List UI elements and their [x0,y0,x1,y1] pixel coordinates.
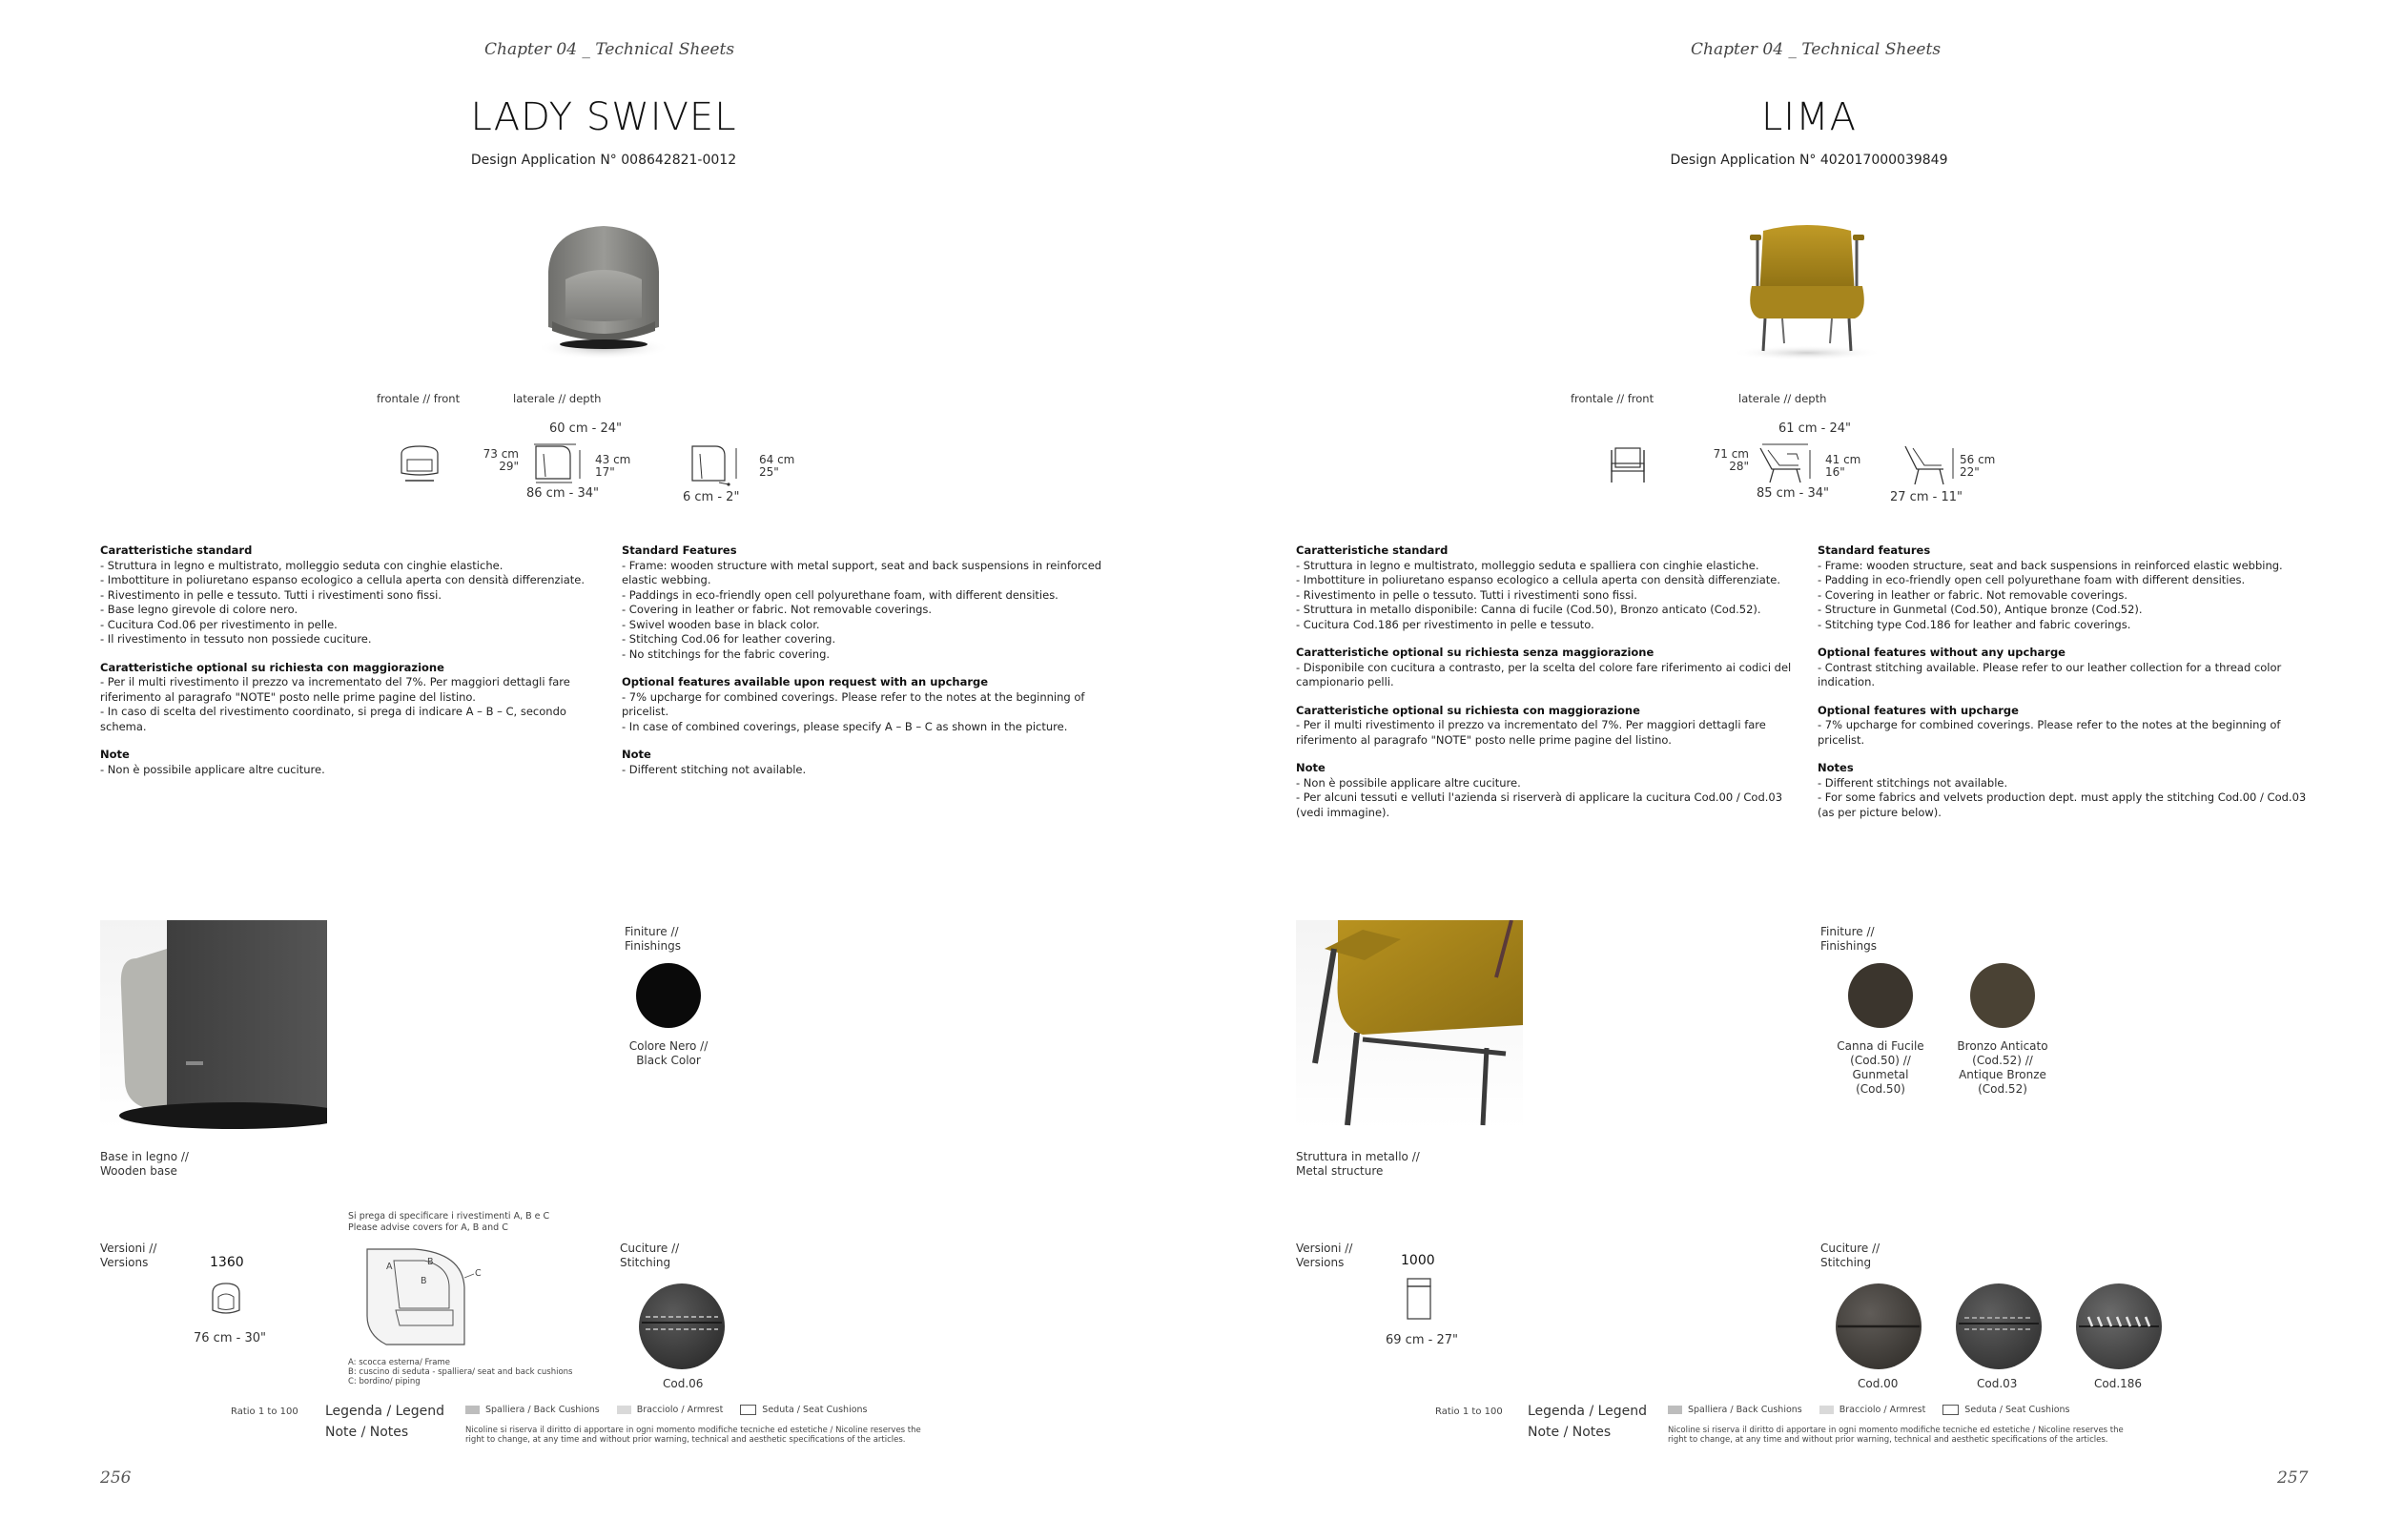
stitching-label-en: Stitching [620,1256,671,1269]
product-photo [1712,191,1902,405]
note-line: - Per alcuni tessuti e velluti l'azienda si riserverà di applicare la cucitura Cod.00 / Cod.03 (vedi immagine). [1296,791,1783,819]
finishings-label-en: Finishings [1820,939,1877,953]
product-title: LADY SWIVEL [470,95,737,139]
finish-caption-line: Bronzo Anticato [1957,1039,2048,1053]
note-line: - Different stitching not available. [622,762,807,776]
feature-line: - Struttura in legno e multistrato, molleggio seduta e spalliera con cinghie elastiche. [1296,558,1759,572]
optional-it-heading: Caratteristiche optional su richiesta con maggiorazione [100,660,444,674]
features-en [1818,544,2313,833]
finishings-label-en: Finishings [625,939,681,953]
view-front-label: frontale // front [377,392,461,405]
finish-caption-line: (Cod.50) // [1850,1054,1911,1067]
feature-line: - Frame: wooden structure, seat and back suspensions in reinforced elastic webbing. [1818,558,2283,572]
page-number: 257 [2277,1468,2309,1488]
dim-depth: 85 cm - 34" [1757,486,1829,501]
stitch-swatch-cod06[interactable] [638,1283,726,1370]
legend-swatch-seat [1942,1405,1959,1415]
finish-caption-line: Canna di Fucile [1837,1039,1924,1053]
ratio-label: Ratio 1 to 100 [1435,1407,1503,1417]
dim-seat-cm: 41 cm [1825,453,1861,466]
finishings-label-it: Finiture // [1820,925,1875,938]
detail-caption-en: Wooden base [100,1164,177,1178]
feature-line: - Padding in eco-friendly open cell polyurethane foam with different densities. [1818,573,2246,586]
feature-line: - Struttura in metallo disponibile: Canna di fucile (Cod.50), Bronzo anticato (Cod.52). [1296,603,1761,616]
dim-depth: 86 cm - 34" [526,486,599,501]
optional-line: - Per il multi rivestimento il prezzo va incrementato del 7%. Per maggiori dettagli fare riferimento al paragrafo "NOTE" posto nelle prime pagine del listino. [100,675,570,704]
feature-line: - Stitching type Cod.186 for leather and fabric coverings. [1818,617,2131,631]
note-en-heading: Note [622,748,651,761]
feature-line: - Imbottiture in poliuretano espanso ecologico a cellula aperta con densità differenziate. [1296,573,1781,586]
legend-item-back [1668,1405,1802,1415]
feature-line: - No stitchings for the fabric covering. [622,647,831,661]
page-number: 256 [100,1468,132,1488]
legend-item-label: Spalliera / Back Cushions [1688,1405,1802,1415]
versions-label [1296,1242,1352,1270]
legend-items [465,1405,868,1415]
legend-item-seat [740,1405,867,1415]
cover-note-en: Please advise covers for A, B and C [348,1222,508,1233]
view-side-label: laterale // depth [513,392,602,405]
recline-drawing [1900,441,1966,490]
finishings-label [625,925,681,954]
stitch-code: Cod.03 [1977,1377,2018,1390]
product-photo [510,205,696,367]
disclaimer: Nicoline si riserva il diritto di apportare in ogni momento modifiche tecniche ed estetiche / Nicoline reserves the right to change, at any time and without prior warning, technical and aesthetic specifications of the articles. [1668,1426,2124,1445]
finish-swatch-antique-bronze[interactable] [1970,963,2035,1028]
dim-height-cm: 73 cm [483,447,519,461]
legend-item-seat [1942,1405,2069,1415]
ratio-label: Ratio 1 to 100 [231,1407,298,1417]
stitch-code: Cod.186 [2094,1377,2143,1390]
dim-back-in: 22" [1960,465,1980,479]
legend-item-back [465,1405,600,1415]
stitching-label-en: Stitching [1820,1256,1872,1269]
dim-height-in: 29" [499,460,519,473]
legend-heading: Legenda / Legend [1528,1404,1648,1419]
legend-swatch-armrest [617,1406,631,1414]
detail-caption-it: Base in legno // [100,1150,189,1163]
dim-height-in: 28" [1729,460,1749,473]
finish-caption-en: Black Color [636,1054,701,1067]
dim-back-in: 25" [759,465,779,479]
detail-caption [1296,1150,1420,1179]
legend-swatch-back [465,1406,480,1414]
optional-line: - Disponibile con cucitura a contrasto, per la scelta del colore fare riferimento ai codici del campionario pelli. [1296,660,1792,688]
legend-items [1668,1405,2070,1415]
features-en-heading: Standard features [1818,544,1931,557]
side-drawing [1753,441,1819,488]
legend-item-label: Seduta / Seat Cushions [762,1405,868,1415]
optional-en-heading: Optional features available upon request with an upcharge [622,675,989,688]
dim-seat-cm: 43 cm [595,453,631,466]
finishings-label [1820,925,1877,954]
stitching-label-it: Cuciture // [620,1242,680,1255]
stitching-label-it: Cuciture // [1820,1242,1880,1255]
optional-line: - In case of combined coverings, please specify A – B – C as shown in the picture. [622,719,1068,733]
feature-line: - Covering in leather or fabric. Not removable coverings. [1818,587,2128,602]
versions-label-en: Versions [1296,1256,1345,1269]
versions-label-it: Versioni // [1296,1242,1353,1255]
feature-line: - Stitching Cod.06 for leather covering. [622,632,836,646]
finish-caption-line: Gunmetal [1852,1068,1909,1081]
dim-width: 61 cm - 24" [1778,421,1851,436]
feature-line: - Il rivestimento in tessuto non possiede cuciture. [100,632,372,646]
dim-back [1960,454,1995,479]
disclaimer: Nicoline si riserva il diritto di apportare in ogni momento modifiche tecniche ed estetiche / Nicoline reserves the right to change, at any time and without prior warning, technical and aesthetic specifications of the articles. [465,1426,921,1445]
stitch-swatch-cod00[interactable] [1835,1283,1922,1370]
finish-swatch-black[interactable] [636,963,701,1028]
detail-caption-en: Metal structure [1296,1164,1384,1178]
stitching-label [620,1242,679,1270]
optional-line: - Contrast stitching available. Please refer to our leather collection for a thread color indication. [1818,660,2282,688]
legend-item-armrest [1819,1405,1926,1415]
notes-heading: Note / Notes [1528,1425,1612,1440]
finish-caption-line: (Cod.52) [1978,1082,2027,1096]
dim-recline: 6 cm - 2" [683,490,740,504]
stitch-code: Cod.00 [1858,1377,1899,1390]
feature-line: - Cucitura Cod.06 per rivestimento in pelle. [100,617,338,631]
dim-back-cm: 64 cm [759,453,795,466]
features-it [100,544,596,791]
legend-swatch-back [1668,1406,1682,1414]
stitching-label [1820,1242,1880,1270]
dim-height [1707,448,1749,473]
note-en-heading: Notes [1818,761,1854,774]
detail-photo [1296,920,1523,1130]
cover-label-a: A [386,1262,393,1272]
features-it-heading: Caratteristiche standard [100,544,253,557]
optional-line: - 7% upcharge for combined coverings. Please refer to the notes at the beginning of pricelist. [1818,718,2281,747]
legend-item-label: Bracciolo / Armrest [1839,1405,1926,1415]
feature-line: - Paddings in eco-friendly open cell polyurethane foam, with different densities. [622,587,1058,602]
features-it-heading: Caratteristiche standard [1296,544,1449,557]
finish-caption-line: Antique Bronze [1959,1068,2046,1081]
design-application: Design Application N° 402017000039849 [1670,153,1948,168]
detail-caption-it: Struttura in metallo // [1296,1150,1420,1163]
notes-heading: Note / Notes [325,1425,409,1440]
optional-line: - Per il multi rivestimento il prezzo va incrementato del 7%. Per maggiori dettagli fare riferimento al paragrafo "NOTE" posto nelle prime pagine del listino. [1296,718,1766,747]
feature-line: - Rivestimento in pelle e tessuto. Tutti i rivestimenti sono fissi. [100,587,442,602]
cover-note [348,1211,549,1233]
version-code[interactable]: 1000 [1401,1253,1435,1268]
feature-line: - Struttura in legno e multistrato, molleggio seduta con cinghie elastiche. [100,558,504,572]
legend-item-label: Spalliera / Back Cushions [485,1405,600,1415]
finish-caption-line: (Cod.50) [1856,1082,1905,1096]
optional-line: - 7% upcharge for combined coverings. Please refer to the notes at the beginning of pricelist. [622,689,1085,718]
finish-caption [591,1039,746,1068]
note-line: - For some fabrics and velvets production dept. must apply the stitching Cod.00 / Cod.03 (as per picture below). [1818,791,2307,819]
view-side-label: laterale // depth [1738,392,1827,405]
features-en [622,544,1118,791]
finish-swatch-gunmetal[interactable] [1848,963,1913,1028]
legend-item-label: Bracciolo / Armrest [636,1405,724,1415]
legend-item-label: Seduta / Seat Cushions [1964,1405,2070,1415]
cover-scheme [358,1240,491,1354]
feature-line: - Cucitura Cod.186 per rivestimento in pelle e tessuto. [1296,617,1594,631]
stitch-swatch-cod186[interactable] [2075,1283,2163,1370]
design-application: Design Application N° 008642821-0012 [470,153,737,168]
feature-line: - Frame: wooden structure with metal support, seat and back suspensions in reinforced elastic webbing. [622,558,1102,586]
optional-free-en-heading: Optional features without any upcharge [1818,646,2065,659]
version-drawing [1405,1276,1433,1325]
product-title: LIMA [1761,95,1857,139]
feature-line: - Covering in leather or fabric. Not removable coverings. [622,603,933,616]
versions-label [100,1242,156,1270]
dim-back-cm: 56 cm [1960,453,1996,466]
dim-height-cm: 71 cm [1713,447,1749,461]
optional-it-heading: Caratteristiche optional su richiesta con maggiorazione [1296,703,1640,717]
side-drawing [523,441,589,488]
feature-line: - Imbottiture in poliuretano espanso ecologico a cellula aperta con densità differenziate. [100,573,586,586]
feature-line: - Rivestimento in pelle o tessuto. Tutti i rivestimenti sono fissi. [1296,587,1637,602]
dim-recline: 27 cm - 11" [1890,490,1963,504]
features-en-heading: Standard Features [622,544,737,557]
chapter-heading: Chapter 04 _ Technical Sheets [484,40,735,59]
note-it-heading: Note [1296,761,1326,774]
optional-en-heading: Optional features with upcharge [1818,703,2019,717]
feature-line: - Base legno girevole di colore nero. [100,603,298,616]
version-dim: 69 cm - 27" [1386,1333,1458,1347]
cover-label-c: C [475,1268,482,1279]
note-line: - Different stitchings not available. [1818,775,2008,790]
cover-note-it: Si prega di specificare i rivestimenti A, B e C [348,1211,550,1222]
finish-caption-it: Colore Nero // [628,1039,709,1053]
front-drawing [396,441,443,488]
cover-legend-line: A: scocca esterna/ Frame [348,1358,451,1367]
page-right [1192,0,2384,1540]
cover-legend [348,1358,596,1386]
finish-caption-bronze [1926,1039,2079,1097]
legend-swatch-armrest [1819,1406,1834,1414]
feature-line: - Swivel wooden base in black color. [622,617,820,631]
cover-legend-line: C: bordino/ piping [348,1377,421,1386]
note-line: - Non è possibile applicare altre cuciture. [100,762,325,776]
version-drawing [207,1280,245,1318]
recline-drawing [687,441,753,490]
dim-seat-in: 16" [1825,465,1845,479]
optional-line: - In caso di scelta del rivestimento coordinato, si prega di indicare A – B – C, secondo schema. [100,705,566,733]
finish-caption-line: (Cod.52) // [1972,1054,2033,1067]
dim-width: 60 cm - 24" [549,421,622,436]
versions-label-it: Versioni // [100,1242,157,1255]
feature-line: - Structure in Gunmetal (Cod.50), Antique bronze (Cod.52). [1818,603,2143,616]
stitch-code: Cod.06 [663,1377,704,1390]
stitch-swatch-cod03[interactable] [1955,1283,2043,1370]
detail-caption [100,1150,189,1179]
front-drawing [1604,441,1652,488]
version-code[interactable]: 1360 [210,1255,244,1270]
legend-heading: Legenda / Legend [325,1404,445,1419]
version-dim: 76 cm - 30" [194,1331,266,1345]
cover-label-b: B [427,1257,434,1267]
chapter-heading: Chapter 04 _ Technical Sheets [1691,40,1942,59]
dim-seat [1825,454,1860,479]
dim-height [477,448,519,473]
cover-label-b2: B [421,1276,427,1286]
note-it-heading: Note [100,748,130,761]
optional-free-it-heading: Caratteristiche optional su richiesta senza maggiorazione [1296,646,1654,659]
dim-seat [595,454,630,479]
cover-legend-line: B: cuscino di seduta - spalliera/ seat and back cushions [348,1367,573,1377]
dim-back [759,454,794,479]
features-it [1296,544,1792,833]
legend-item-armrest [617,1405,724,1415]
versions-label-en: Versions [100,1256,149,1269]
note-line: - Non è possibile applicare altre cuciture. [1296,775,1521,790]
detail-photo [100,920,327,1130]
finishings-label-it: Finiture // [625,925,679,938]
legend-swatch-seat [740,1405,756,1415]
dim-seat-in: 17" [595,465,615,479]
view-front-label: frontale // front [1571,392,1654,405]
